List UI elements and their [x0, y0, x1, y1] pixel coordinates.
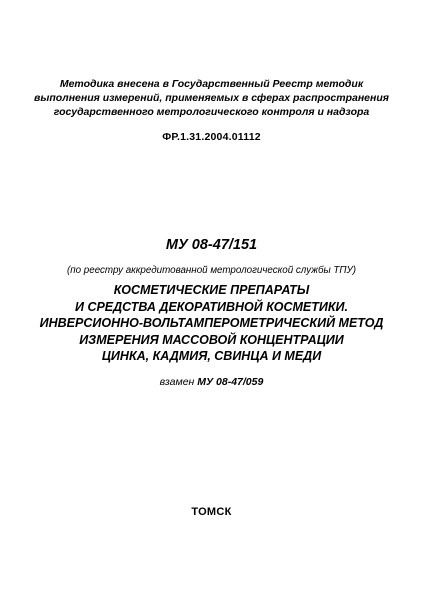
accreditation-note: (по реестру аккредитованной метрологической службы ТПУ)	[66, 265, 357, 276]
title-line: ЦИНКА, КАДМИЯ, СВИНЦА И МЕДИ	[101, 349, 322, 363]
document-number: МУ 08-47/151	[165, 237, 258, 253]
title-line: ИНВЕРСИОННО-ВОЛЬТАМПЕРОМЕТРИЧЕСКИЙ МЕТОД	[39, 316, 384, 330]
registry-code: ФР.1.31.2004.01112	[162, 131, 261, 143]
title-line: И СРЕДСТВА ДЕКОРАТИВНОЙ КОСМЕТИКИ.	[74, 299, 348, 314]
registry-note-line: выполнения измерений, применяемых в сферах распространения	[34, 92, 389, 104]
replaces-code: МУ 08-47/059	[197, 376, 264, 388]
title-line: КОСМЕТИЧЕСКИЕ ПРЕПАРАТЫ	[113, 283, 310, 297]
city: ТОМСК	[191, 506, 232, 518]
registry-note-line: государственного метрологического контроля и надзора	[53, 106, 370, 118]
registry-note-line: Методика внесена в Государственный Реестр методик	[59, 78, 364, 90]
document-title	[0, 282, 423, 365]
replaces-note	[0, 376, 423, 388]
title-line: ИЗМЕРЕНИЯ МАССОВОЙ КОНЦЕНТРАЦИИ	[79, 332, 344, 347]
registry-note	[0, 77, 423, 119]
replaces-prefix: взамен	[159, 376, 195, 388]
